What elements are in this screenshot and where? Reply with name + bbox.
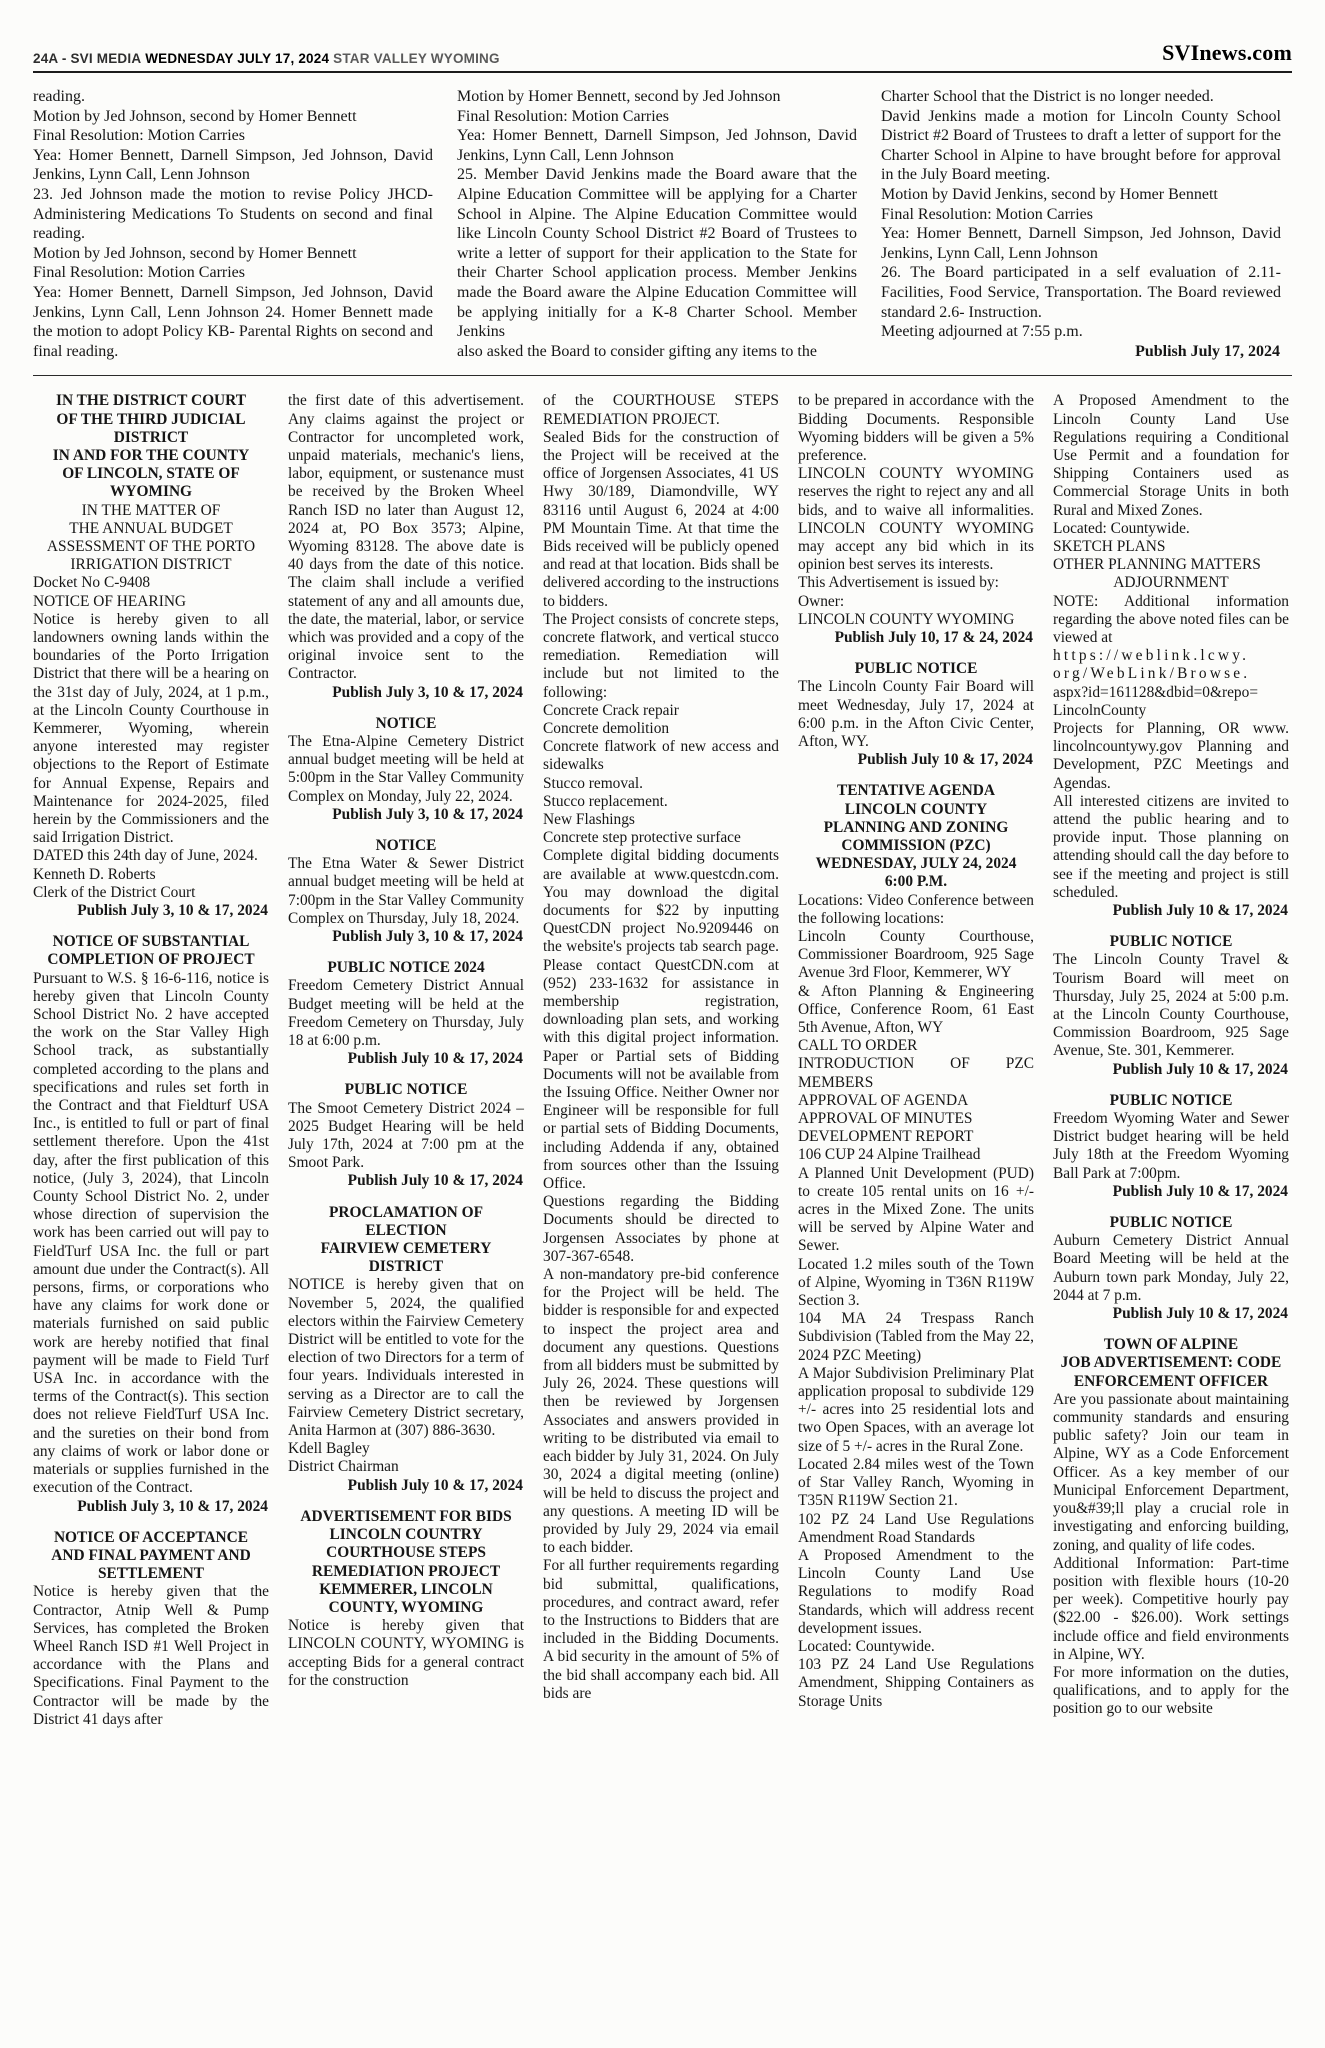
notice-gap [288, 1495, 524, 1508]
notice-heading: FAIRVIEW CEMETERY [320, 1240, 492, 1258]
notice-gap [288, 1068, 524, 1081]
notice-line: Located: Countywide. [1053, 519, 1190, 537]
masthead-site-name: SVInews.com [1162, 40, 1292, 65]
notice-paragraph: Meeting adjourned at 7:55 p.m. [881, 323, 1083, 341]
notice-heading: DISTRICT [113, 428, 189, 446]
notice-heading: COUNTY, WYOMING [328, 1598, 484, 1616]
notice-heading: NOTICE [375, 714, 437, 732]
notice-line: Concrete Crack repair [543, 701, 679, 719]
notice-paragraph: NOTICE is hereby given that on November 5, 2024, the qualified electors within the Fairview Cemetery District will be entitled to vote for the election of two Directors for a term of four years. Individuals interested in serving as a Director are to call the Fairview Cemetery District secretary, Anita Harmon at (307) 886-3630. [288, 1276, 524, 1440]
publish-date-line: Publish July 3, 10 & 17, 2024 [332, 805, 523, 823]
notice-heading: TOWN OF ALPINE [1103, 1336, 1239, 1354]
notice-paragraph: The Etna Water & Sewer District annual budget meeting will be held at 7:00pm in the Star Valley Community Complex on Thursday, July 18, 2024. [288, 855, 524, 927]
notice-paragraph: Charter School that the District is no longer needed. [881, 88, 1214, 105]
notice-line: Concrete demolition [543, 719, 670, 737]
notice-paragraph: 26. The Board participated in a self evaluation of 2.11- Facilities, Food Service, Transportation. The Board reviewed standard 2.6- Instruction. [881, 264, 1281, 321]
notice-heading: PUBLIC NOTICE [1109, 933, 1233, 951]
notice-heading: COURTHOUSE STEPS [326, 1544, 486, 1562]
header-divider [33, 71, 1292, 73]
notice-paragraph: 102 PZ 24 Land Use Regulations Amendment Road Standards [798, 1510, 1034, 1546]
notice-paragraph: the first date of this advertisement. Any claims against the project or Contractor for uncompleted work, unpaid materials, mechanic's liens, labor, equipment, or sustenance must be received by the Broken Wheel Ranch ISD no later than August 12, 2024 at, PO Box 3573; Alpine, Wyoming 83128. The above date is 40 days from the date of this notice. The claim shall include a verified statement of any and all amounts due, the date, the material, labor, or service which was provided and a copy of the original invoice sent to the Contractor. [288, 392, 524, 683]
page-number-label: 24A - SVI MEDIA [33, 51, 142, 66]
notice-line: DATED this 24th day of June, 2024. [33, 847, 258, 865]
notice-paragraph: The Lincoln County Travel & Tourism Board will meet on Thursday, July 25, 2024 at 5:00 p.m. at the Lincoln County Courthouse, Commission Boardroom, 925 Sage Avenue, Ste. 301, Kemmerer. [1053, 951, 1289, 1060]
notice-heading: OF LINCOLN, STATE OF [62, 465, 240, 483]
notice-paragraph: Yea: Homer Bennett, Darnell Simpson, Jed Johnson, David Jenkins, Lynn Call, Lenn Johnson 24. Homer Bennett made the motion to adopt Policy KB- Parental Rights on second and final reading. [33, 283, 433, 360]
board-minutes-section [33, 87, 1292, 361]
notice-url-line: org/WebLink/Browse. [1053, 665, 1251, 683]
notice-heading: SETTLEMENT [97, 1565, 205, 1583]
notice-paragraph: The Lincoln County Fair Board will meet Wednesday, July 17, 2024 at 6:00 p.m. in the Afton Civic Center, Afton, WY. [798, 678, 1034, 750]
notice-paragraph: Final Resolution: Motion Carries [881, 205, 1093, 223]
publish-date-line: Publish July 3, 10 & 17, 2024 [332, 928, 523, 945]
notice-paragraph: reading. [33, 88, 85, 105]
notice-paragraph: A Planned Unit Development (PUD) to create 105 rental units on 16 +/- acres in the Mixed Zone. The units will be served by Alpine Water and Sewer. [798, 1164, 1034, 1255]
notice-centered-line: IN THE MATTER OF [81, 501, 221, 519]
notice-heading: PUBLIC NOTICE [1109, 1214, 1233, 1232]
notice-heading: REMEDIATION PROJECT [311, 1562, 501, 1580]
notice-heading: NOTICE OF ACCEPTANCE [53, 1528, 249, 1546]
notice-paragraph: A Proposed Amendment to the Lincoln County Land Use Regulations to modify Road Standards, which will address recent development issues. [798, 1546, 1034, 1637]
notice-paragraph: LINCOLN COUNTY WYOMING reserves the right to reject any and all bids, and to waive all informalities. LINCOLN COUNTY WYOMING may accept any bid which in its opinion best serves its interests. [798, 465, 1034, 574]
publish-date-line: Publish July 3, 10 & 17, 2024 [77, 902, 268, 919]
notice-centered-line: ASSESSMENT OF THE PORTO [46, 537, 256, 555]
notice-heading: ELECTION [365, 1221, 447, 1239]
notice-paragraph: 103 PZ 24 Land Use Regulations Amendment, Shipping Containers as Storage Units [798, 1656, 1034, 1710]
notice-line: LINCOLN COUNTY WYOMING [798, 610, 1015, 628]
notice-paragraph: Motion by Homer Bennett, second by Jed Johnson [457, 88, 781, 105]
notice-line: This Advertisement is issued by: [798, 574, 999, 592]
publish-date-line: Publish July 10 & 17, 2024 [347, 1476, 523, 1494]
publish-date-line: Publish July 10 & 17, 2024 [1112, 1060, 1288, 1078]
publish-date-line: Publish July 10 & 17, 2024 [857, 751, 1033, 769]
notice-line: 106 CUP 24 Alpine Trailhead [798, 1146, 981, 1164]
notice-paragraph: NOTE: Additional information regarding the above noted files can be viewed at [1053, 592, 1289, 646]
notice-line: Concrete step protective surface [543, 829, 741, 847]
notice-heading: WEDNESDAY, JULY 24, 2024 [815, 855, 1017, 873]
notice-line: Located: Countywide. [798, 1637, 935, 1655]
publish-date-line: Publish July 10 & 17, 2024 [1112, 1305, 1288, 1323]
notice-paragraph: A non-mandatory pre-bid conference for the Project will be held. The bidder is responsible for and expected to inspect the project area and document any questions. Questions from all bidders must be submitted by July 26, 2024. These questions will then be reviewed by Jorgensen Associates and answers provided in writing to be distributed via email to each bidder by July 31, 2024. On July 30, 2024 a digital meeting (online) will be held to discuss the project and any questions. A meeting ID will be provided by July 29, 2024 via email to each bidder. [543, 1266, 779, 1557]
notice-gap [288, 824, 524, 837]
notice-url-line: https://weblink.lcwy. [1053, 647, 1250, 665]
notice-paragraph: 25. Member David Jenkins made the Board aware that the Alpine Education Committee will be applying for a Charter School in Alpine. The Alpine Education Committee would like Lincoln County School District #2 Board of Trustees to write a letter of support for their application to the State for their Charter School application process. Member Jenkins made the Board aware the Alpine Education Committee will be applying initially for a K-8 Charter School. Member Jenkins [457, 166, 857, 341]
notice-line: APPROVAL OF MINUTES [798, 1110, 973, 1128]
notices-column-4 [798, 392, 1034, 1729]
notice-heading: LINCOLN COUNTY [844, 800, 988, 818]
notice-line: aspx?id=161128&dbid=0&repo= LincolnCounty [1053, 683, 1259, 719]
publish-date-line: Publish July 10 & 17, 2024 [1112, 1182, 1288, 1200]
publish-date-line: Publish July 17, 2024 [1135, 342, 1280, 360]
notice-centered-line: THE ANNUAL BUDGET [69, 519, 233, 537]
notice-paragraph: Final Resolution: Motion Carries [33, 127, 245, 145]
notice-paragraph: Final Resolution: Motion Carries [457, 107, 669, 125]
notice-paragraph: Yea: Homer Bennett, Darnell Simpson, Jed Johnson, David Jenkins, Lynn Call, Lenn Johnson [33, 146, 433, 184]
notice-paragraph: & Afton Planning & Engineering Office, Conference Room, 61 East 5th Avenue, Afton, WY [798, 982, 1034, 1037]
notice-paragraph: to be prepared in accordance with the Bidding Documents. Responsible Wyoming bidders will be given a 5% preference. [798, 392, 1034, 464]
notice-heading: NOTICE [375, 836, 437, 854]
notice-line: OTHER PLANNING MATTERS [1053, 556, 1261, 574]
publish-date-line: Publish July 10 & 17, 2024 [1112, 902, 1288, 919]
notice-paragraph: The Etna-Alpine Cemetery District annual budget meeting will be held at 5:00pm in the Star Valley Community Complex on Monday, July 22, 2024. [288, 732, 524, 805]
notice-paragraph: Sealed Bids for the construction of the Project will be received at the office of Jorgensen Associates, 41 US Hwy 30/189, Diamondville, WY 83116 until August 6, 2024 at 4:00 PM Mountain Time. At that time the Bids received will be publicly opened and read at that location. Bids shall be delivered according to the instructions to bidders. [543, 428, 779, 610]
notice-paragraph: Projects for Planning, OR www. lincolncountywy.gov Planning and Development, PZC Meetings and Agendas. [1053, 719, 1289, 792]
notice-paragraph: A Proposed Amendment to the Lincoln County Land Use Regulations requiring a Conditional Use Permit and a foundation for Shipping Containers used as Commercial Storage Units in both Rural and Mixed Zones. [1053, 392, 1289, 519]
notice-gap [33, 920, 269, 933]
minutes-column-1 [33, 87, 433, 361]
notice-heading: PUBLIC NOTICE [1109, 1091, 1233, 1109]
notice-heading: ADVERTISEMENT FOR BIDS [300, 1507, 512, 1525]
notice-heading: KEMMERER, LINCOLN [319, 1580, 493, 1598]
minutes-column-2 [457, 87, 857, 361]
notice-paragraph: For more information on the duties, qualifications, and to apply for the position go to our website [1053, 1663, 1289, 1718]
notice-paragraph: A Major Subdivision Preliminary Plat application proposal to subdivide 129 +/- acres into 25 residential lots and two Open Spaces, with an average lot size of 5 +/- acres in the Rural Zone. [798, 1364, 1034, 1455]
notice-heading: IN AND FOR THE COUNTY [52, 446, 250, 464]
notice-heading: PUBLIC NOTICE [344, 1081, 468, 1099]
notice-heading: WYOMING [109, 483, 193, 501]
notice-paragraph: For all further requirements regarding bid submittal, qualifications, procedures, and contract award, refer to the Instructions to Bidders that are included in the Bidding Documents. A bid security in the amount of 5% of the bid shall accompany each bid. All bids are [543, 1557, 779, 1702]
publish-date-line: Publish July 10, 17 & 24, 2024 [834, 628, 1033, 646]
notices-column-1 [33, 392, 269, 1729]
notice-line: DEVELOPMENT REPORT [798, 1128, 974, 1146]
notices-column-2 [288, 392, 524, 1729]
notice-paragraph: Auburn Cemetery District Annual Board Meeting will be held at the Auburn town park Monday, July 22, 2044 at 7 p.m. [1053, 1232, 1289, 1304]
notice-paragraph: Located 1.2 miles south of the Town of Alpine, Wyoming in T36N R119W Section 3. [798, 1255, 1034, 1310]
notice-gap [1053, 1323, 1289, 1336]
notice-line: Stucco replacement. [543, 792, 668, 810]
notice-paragraph: Complete digital bidding documents are available at www.questcdn.com. You may download the digital documents for $22 by inputting QuestCDN project No.9209446 on the website's projects tab search page. Please contact QuestCDN.com at (952) 233-1632 for assistance in membership registration, downloading plan sets, and working with this digital project information. Paper or Partial sets of Bidding Documents will not be available from the Issuing Office. Neither Owner nor Engineer will be responsible for full or partial sets of Bidding Documents, including Addenda if any, obtained from sources other than the Issuing Office. [543, 847, 779, 1193]
notice-line: Kenneth D. Roberts [33, 865, 156, 883]
publish-date-line: Publish July 3, 10 & 17, 2024 [77, 1497, 268, 1515]
notice-gap [33, 1516, 269, 1529]
notice-paragraph: Yea: Homer Bennett, Darnell Simpson, Jed Johnson, David Jenkins, Lynn Call, Lenn Johnson [457, 127, 857, 164]
notice-paragraph: Yea: Homer Bennett, Darnell Simpson, Jed Johnson, David Jenkins, Lynn Call, Lenn Johnson [881, 225, 1281, 262]
notice-centered-line: ADJOURNMENT [1113, 574, 1229, 592]
notice-line: District Chairman [288, 1458, 399, 1476]
notice-paragraph: Notice is hereby given that the Contractor, Atnip Well & Pump Services, has completed the Broken Wheel Ranch ISD #1 Well Project in accordance with the Plans and Specifications. Final Payment to the Contractor will be made by the District 41 days after [33, 1583, 269, 1728]
notice-paragraph: Are you passionate about maintaining community standards and ensuring public safety? Join our team in Alpine, WY as a Code Enforcement Officer. As a key member of our Municipal Enforcement Department, you&#39;ll play a crucial role in investigating and enforcing building, zoning, and quality of life codes. [1053, 1390, 1289, 1554]
notice-line: New Flashings [543, 810, 635, 828]
notice-paragraph: Pursuant to W.S. § 16-6-116, notice is hereby given that Lincoln County School District No. 2 have accepted the work on the Star Valley High School track, as substantially completed according to the plans and specifications and rules set forth in the Contract and that Fieldturf USA Inc., is entitled to full or part of final settlement therefore. Upon the 41st day, after the first publication of this notice, (July 3, 2024), that Lincoln County School District No. 2, under whose direction of supervision the work has been carried out will pay to FieldTurf USA Inc. the full or part amount due under the Contract(s). All persons, firms, or corporations who have any claims for work done or materials furnished on said public work are hereby notified that final payment will be made to Field Turf USA Inc. in accordance with the terms of the Contract(s). This section does not relieve FieldTurf USA Inc. and the sureties on their bond from any claims of work or labor done or materials or supplies furnished in the execution of the Contract. [33, 969, 269, 1497]
header-left [33, 51, 500, 66]
notice-heading: DISTRICT [368, 1258, 444, 1276]
legal-notices-section [33, 392, 1292, 1729]
notice-heading: LINCOLN COUNTRY [329, 1526, 483, 1544]
notices-column-3 [543, 392, 779, 1729]
header-region: STAR VALLEY WYOMING [333, 51, 500, 66]
notice-paragraph: Concrete flatwork of new access and sidewalks [543, 738, 779, 774]
notice-heading: 6:00 P.M. [884, 873, 948, 891]
publish-date-line: Publish July 10 & 17, 2024 [347, 1050, 523, 1068]
minutes-column-3 [881, 87, 1281, 361]
notice-paragraph: Motion by Jed Johnson, second by Homer Bennett [33, 107, 357, 125]
notice-line: Stucco removal. [543, 774, 644, 792]
notice-gap [288, 946, 524, 959]
notice-paragraph: of the COURTHOUSE STEPS REMEDIATION PROJECT. [543, 392, 779, 428]
notice-paragraph: The Project consists of concrete steps, concrete flatwork, and vertical stucco remediation. Remediation will include but not limited to the following: [543, 610, 779, 701]
notice-heading: NOTICE OF SUBSTANTIAL [52, 933, 250, 951]
notice-heading: PLANNING AND ZONING [823, 818, 1009, 836]
notice-gap [288, 1191, 524, 1204]
section-divider [33, 375, 1292, 376]
notice-gap [288, 702, 524, 715]
notice-paragraph: Motion by David Jenkins, second by Homer Bennett [881, 185, 1218, 203]
notice-paragraph: Located 2.84 miles west of the Town of Star Valley Ranch, Wyoming in T35N R119W Section 21. [798, 1455, 1034, 1510]
notice-paragraph: also asked the Board to consider gifting any items to the [457, 342, 817, 360]
notice-gap [798, 769, 1034, 782]
notice-centered-line: IRRIGATION DISTRICT [70, 556, 232, 574]
notice-paragraph: 23. Jed Johnson made the motion to revise Policy JHCD- Administering Medications To Students on second and final reading. [33, 185, 433, 243]
notice-line: Owner: [798, 592, 845, 610]
notice-line: NOTICE OF HEARING [33, 592, 187, 610]
notice-paragraph: Lincoln County Courthouse, Commissioner Boardroom, 925 Sage Avenue 3rd Floor, Kemmerer, WY [798, 928, 1034, 982]
notice-gap [1053, 1201, 1289, 1214]
notice-heading: IN THE DISTRICT COURT [55, 392, 247, 410]
notice-line: Clerk of the District Court [33, 883, 196, 901]
notice-line: CALL TO ORDER [798, 1037, 918, 1055]
notice-gap [798, 647, 1034, 660]
notice-heading: COMPLETION OF PROJECT [47, 951, 255, 969]
notice-gap [1053, 920, 1289, 933]
notice-line: APPROVAL OF AGENDA [798, 1091, 969, 1109]
notice-paragraph: Additional Information: Part-time position with flexible hours (10-20 per week). Competitive hourly pay ($22.00 - $26.00). Work settings include office and field environments in Alpine, WY. [1053, 1554, 1289, 1663]
notice-heading: OF THE THIRD JUDICIAL [56, 410, 246, 428]
notice-paragraph: INTRODUCTION OF PZC MEMBERS [798, 1055, 1034, 1091]
notice-gap [1053, 1079, 1289, 1092]
notice-paragraph: All interested citizens are invited to attend the public hearing and to provide input. Those planning on attending should call the day before to see if the meeting and project is still scheduled. [1053, 792, 1289, 901]
notice-paragraph: Locations: Video Conference between the following locations: [798, 891, 1034, 927]
notice-paragraph: Freedom Cemetery District Annual Budget meeting will be held at the Freedom Cemetery on Thursday, July 18 at 6:00 p.m. [288, 977, 524, 1050]
notice-heading: PUBLIC NOTICE 2024 [327, 959, 485, 977]
notice-paragraph: David Jenkins made a motion for Lincoln County School District #2 Board of Trustees to draft a letter of support for the Charter School in Alpine to have brought before for approval in the July Board meeting. [881, 107, 1281, 184]
notice-paragraph: Freedom Wyoming Water and Sewer District budget hearing will be held July 18th at the Freedom Wyoming Ball Park at 7:00pm. [1053, 1110, 1289, 1182]
notice-line: SKETCH PLANS [1053, 537, 1166, 555]
header-date: WEDNESDAY JULY 17, 2024 [145, 51, 330, 66]
notice-paragraph: Notice is hereby given to all landowners owning lands within the boundaries of the Porto Irrigation District that there will be a hearing on the 31st day of July, 2024, at 1 p.m., at the Lincoln County Courthouse in Kemmerer, Wyoming, wherein anyone interested may register objections to the Report of Estimate for Annual Expense, Repairs and Maintenance for 2024-2025, filed herein by the Commissioners and the said Irrigation District. [33, 610, 269, 847]
publish-date-line: Publish July 3, 10 & 17, 2024 [332, 683, 523, 701]
page-header [33, 40, 1292, 66]
notice-paragraph: Questions regarding the Bidding Documents should be directed to Jorgensen Associates by phone at 307-367-6548. [543, 1193, 779, 1265]
notice-paragraph: Final Resolution: Motion Carries [33, 264, 245, 282]
notice-paragraph: 104 MA 24 Trespass Ranch Subdivision (Tabled from the May 22, 2024 PZC Meeting) [798, 1310, 1034, 1364]
notice-line: Kdell Bagley [288, 1440, 370, 1458]
notice-line: Docket No C-9408 [33, 574, 151, 592]
notices-column-5 [1053, 392, 1289, 1729]
notice-heading: PUBLIC NOTICE [854, 660, 978, 678]
notice-heading: PROCLAMATION OF [328, 1203, 484, 1221]
notice-heading: AND FINAL PAYMENT AND [51, 1546, 251, 1564]
publish-date-line: Publish July 10 & 17, 2024 [347, 1172, 523, 1190]
notice-paragraph: Motion by Jed Johnson, second by Homer Bennett [33, 244, 357, 262]
notice-heading: TENTATIVE AGENDA [836, 782, 996, 800]
notice-paragraph: Notice is hereby given that LINCOLN COUNTY, WYOMING is accepting Bids for a general contract for the construction [288, 1617, 524, 1689]
notice-heading: COMMISSION (PZC) [841, 836, 991, 854]
notice-heading: JOB ADVERTISEMENT: CODE [1060, 1354, 1282, 1372]
notice-paragraph: The Smoot Cemetery District 2024 – 2025 Budget Hearing will be held July 17th, 2024 at 7:00 pm at the Smoot Park. [288, 1099, 524, 1172]
notice-heading: ENFORCEMENT OFFICER [1073, 1372, 1269, 1390]
